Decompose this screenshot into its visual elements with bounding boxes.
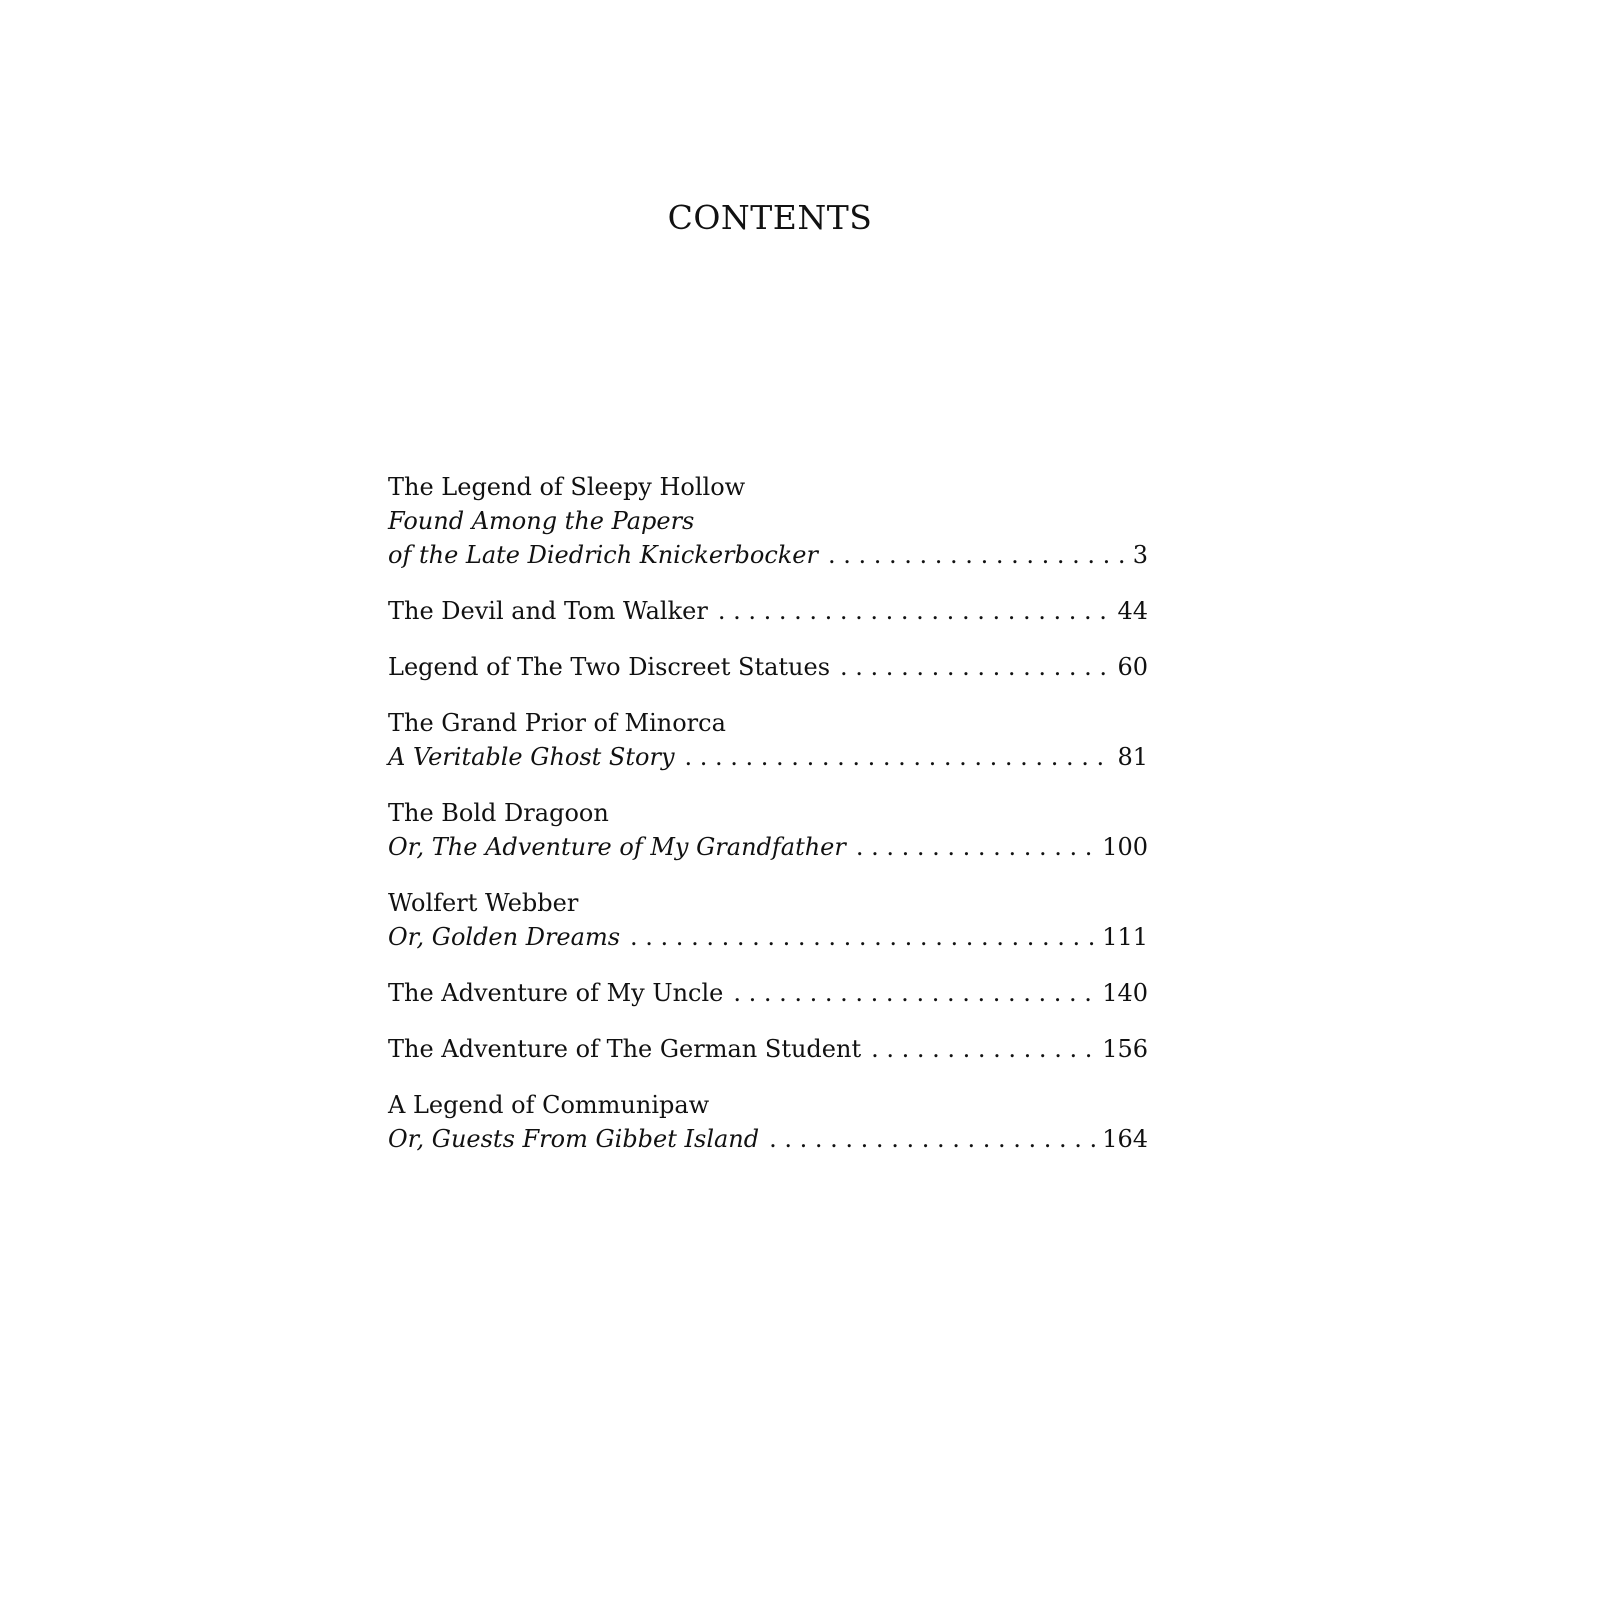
page-title: CONTENTS [667, 198, 873, 237]
entry-leader-line [388, 740, 1148, 774]
page-number: 156 [1102, 1035, 1148, 1063]
toc-entry [388, 1088, 1148, 1156]
page-number: 44 [1117, 597, 1148, 625]
entry-subtitle: of the Late Diedrich Knickerbocker [388, 541, 818, 569]
entry-leader-line [388, 1122, 1148, 1156]
entry-title: The Legend of Sleepy Hollow [388, 473, 746, 501]
entry-title: The Adventure of The German Student [388, 1035, 862, 1063]
toc-entry [388, 976, 1148, 1010]
dot-leader [856, 830, 1096, 864]
entry-subtitle: Or, Golden Dreams [388, 923, 621, 951]
table-of-contents [388, 470, 1148, 1178]
entry-title: A Legend of Communipaw [388, 1091, 710, 1119]
entry-title: The Bold Dragoon [388, 799, 609, 827]
toc-entry [388, 1032, 1148, 1066]
toc-entry [388, 796, 1148, 864]
entry-leader-line [388, 1032, 1148, 1066]
toc-entry [388, 706, 1148, 774]
toc-entry [388, 886, 1148, 954]
page-number: 111 [1102, 923, 1148, 951]
toc-entry [388, 650, 1148, 684]
page-number: 140 [1102, 979, 1148, 1007]
page-number: 100 [1102, 833, 1148, 861]
dot-leader [630, 920, 1096, 954]
dot-leader [871, 1032, 1096, 1066]
entry-leader-line [388, 976, 1148, 1010]
page-number: 164 [1102, 1125, 1148, 1153]
entry-title: Wolfert Webber [388, 889, 579, 917]
entry-title: The Devil and Tom Walker [388, 597, 708, 625]
page-number: 81 [1117, 743, 1148, 771]
dot-leader [840, 650, 1111, 684]
dot-leader [828, 538, 1127, 572]
entry-leader-line [388, 920, 1148, 954]
entry-subtitle: Or, The Adventure of My Grandfather [388, 833, 846, 861]
entry-title: The Adventure of My Uncle [388, 979, 724, 1007]
page-number: 60 [1117, 653, 1148, 681]
page-number: 3 [1132, 541, 1148, 569]
dot-leader [733, 976, 1096, 1010]
entry-leader-line [388, 538, 1148, 572]
dot-leader [718, 594, 1112, 628]
entry-subtitle: A Veritable Ghost Story [388, 743, 675, 771]
entry-title: Legend of The Two Discreet Statues [388, 653, 831, 681]
entry-subtitle: Found Among the Papers [388, 507, 695, 535]
entry-title: The Grand Prior of Minorca [388, 709, 726, 737]
dot-leader [685, 740, 1112, 774]
entry-subtitle: Or, Guests From Gibbet Island [388, 1125, 760, 1153]
toc-entry [388, 594, 1148, 628]
toc-entry [388, 470, 1148, 572]
entry-leader-line [388, 594, 1148, 628]
dot-leader [769, 1122, 1096, 1156]
entry-leader-line [388, 830, 1148, 864]
entry-leader-line [388, 650, 1148, 684]
